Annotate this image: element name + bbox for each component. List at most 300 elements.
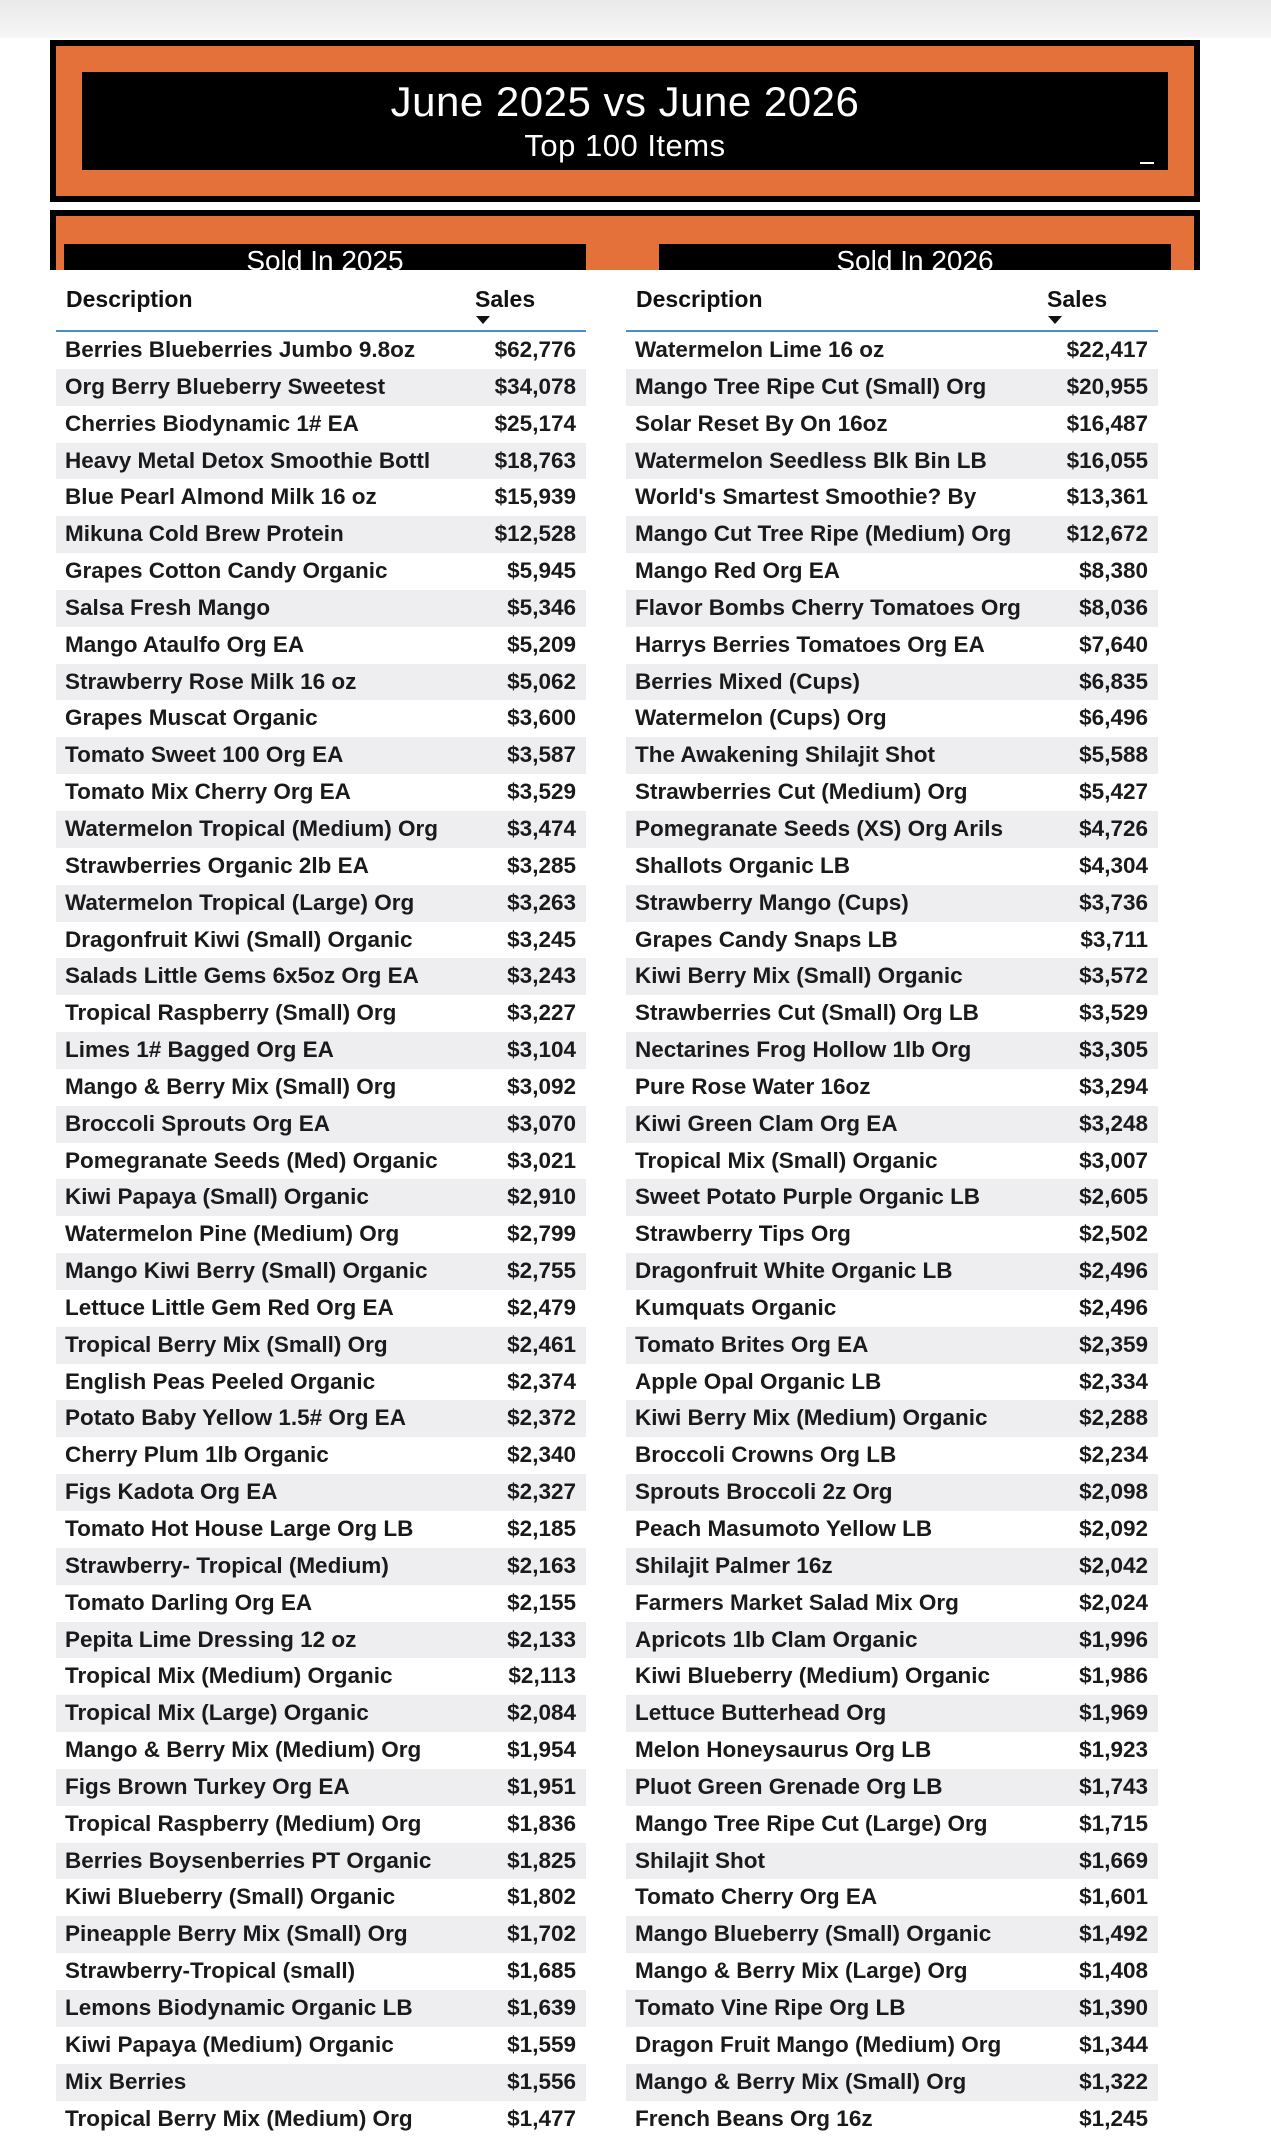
table-row[interactable]: [626, 1511, 1158, 1548]
cell-sales: $3,285: [507, 853, 576, 879]
table-row[interactable]: [626, 1953, 1158, 1990]
table-row[interactable]: [626, 1437, 1158, 1474]
table-row[interactable]: [56, 1806, 586, 1843]
cell-sales: $2,799: [507, 1221, 576, 1247]
table-row[interactable]: [56, 664, 586, 701]
cell-description: Kiwi Green Clam Org EA: [635, 1111, 898, 1137]
table-row[interactable]: [626, 958, 1158, 995]
table-row[interactable]: [56, 1400, 586, 1437]
table-2026: [626, 276, 1158, 2137]
cell-sales: $2,461: [507, 1332, 576, 1358]
cell-description: Mango & Berry Mix (Small) Org: [635, 2069, 966, 2095]
report-subtitle: Top 100 Items: [82, 128, 1168, 164]
cell-description: Dragonfruit White Organic LB: [635, 1258, 953, 1284]
cell-sales: $2,084: [507, 1700, 576, 1726]
table-row[interactable]: [56, 479, 586, 516]
cell-sales: $1,923: [1079, 1737, 1148, 1763]
cell-sales: $3,021: [507, 1148, 576, 1174]
cell-description: Lettuce Butterhead Org: [635, 1700, 886, 1726]
cell-sales: $1,477: [507, 2106, 576, 2132]
cell-description: Mango Cut Tree Ripe (Medium) Org: [635, 521, 1011, 547]
cell-description: Grapes Cotton Candy Organic: [65, 558, 388, 584]
cell-description: Figs Brown Turkey Org EA: [65, 1774, 350, 1800]
cell-description: Kiwi Berry Mix (Medium) Organic: [635, 1405, 988, 1431]
cell-description: Strawberry Tips Org: [635, 1221, 851, 1247]
cell-sales: $3,711: [1080, 927, 1148, 953]
table-row[interactable]: [626, 1585, 1158, 1622]
cell-sales: $20,955: [1067, 374, 1148, 400]
table-row[interactable]: [56, 1290, 586, 1327]
cell-sales: $2,155: [507, 1590, 576, 1616]
table-row[interactable]: [56, 2064, 586, 2101]
cell-description: Tomato Brites Org EA: [635, 1332, 868, 1358]
cell-sales: $3,572: [1079, 963, 1148, 989]
cell-sales: $1,639: [507, 1995, 576, 2021]
cell-sales: $13,361: [1067, 484, 1148, 510]
cell-sales: $1,951: [507, 1774, 576, 1800]
cell-sales: $3,092: [507, 1074, 576, 1100]
cell-description: Tropical Berry Mix (Medium) Org: [65, 2106, 413, 2132]
cell-description: Berries Blueberries Jumbo 9.8oz: [65, 337, 415, 363]
cell-description: Tropical Mix (Large) Organic: [65, 1700, 369, 1726]
table-2025: [56, 276, 586, 2137]
cell-description: Salsa Fresh Mango: [65, 595, 270, 621]
title-banner: [50, 40, 1200, 202]
cell-description: Strawberry Mango (Cups): [635, 890, 909, 916]
cell-description: Mango Kiwi Berry (Small) Organic: [65, 1258, 428, 1284]
table-row[interactable]: [626, 700, 1158, 737]
cell-description: Melon Honeysaurus Org LB: [635, 1737, 931, 1763]
cell-sales: $2,479: [507, 1295, 576, 1321]
cell-sales: $2,288: [1079, 1405, 1148, 1431]
table-row[interactable]: [56, 848, 586, 885]
cell-description: Grapes Muscat Organic: [65, 705, 318, 731]
cell-description: Lemons Biodynamic Organic LB: [65, 1995, 413, 2021]
cell-sales: $1,556: [507, 2069, 576, 2095]
table-row[interactable]: [626, 1032, 1158, 1069]
cell-description: Harrys Berries Tomatoes Org EA: [635, 632, 985, 658]
cell-sales: $8,380: [1079, 558, 1148, 584]
cell-description: Berries Mixed (Cups): [635, 669, 860, 695]
table-row[interactable]: [626, 516, 1158, 553]
table-row[interactable]: [56, 1106, 586, 1143]
table-row[interactable]: [626, 332, 1158, 369]
table-row[interactable]: [626, 1253, 1158, 1290]
cell-sales: $3,227: [507, 1000, 576, 1026]
cell-description: Salads Little Gems 6x5oz Org EA: [65, 963, 419, 989]
table-row[interactable]: [626, 1769, 1158, 1806]
cell-description: Kiwi Papaya (Medium) Organic: [65, 2032, 394, 2058]
table-row[interactable]: [56, 737, 586, 774]
cell-description: Pomegranate Seeds (Med) Organic: [65, 1148, 438, 1174]
cell-description: Mango Blueberry (Small) Organic: [635, 1921, 991, 1947]
table-row[interactable]: [626, 1290, 1158, 1327]
cell-description: Mango Red Org EA: [635, 558, 840, 584]
cell-description: Apricots 1lb Clam Organic: [635, 1627, 918, 1653]
cell-sales: $3,474: [507, 816, 576, 842]
cell-sales: $2,133: [507, 1627, 576, 1653]
table-row[interactable]: [626, 1990, 1158, 2027]
cell-sales: $2,163: [507, 1553, 576, 1579]
cell-sales: $3,007: [1079, 1148, 1148, 1174]
table-row[interactable]: [56, 774, 586, 811]
table-row[interactable]: [626, 1143, 1158, 1180]
table-row[interactable]: [626, 1364, 1158, 1401]
table-row[interactable]: [56, 2027, 586, 2064]
cell-description: Mikuna Cold Brew Protein: [65, 521, 344, 547]
cell-sales: $22,417: [1067, 337, 1148, 363]
cell-description: Tomato Cherry Org EA: [635, 1884, 877, 1910]
cell-description: Pineapple Berry Mix (Small) Org: [65, 1921, 408, 1947]
table-row[interactable]: [56, 885, 586, 922]
table-row[interactable]: [56, 1658, 586, 1695]
cell-description: Mango Ataulfo Org EA: [65, 632, 304, 658]
table-row[interactable]: [626, 1216, 1158, 1253]
table-row[interactable]: [626, 1916, 1158, 1953]
table-row[interactable]: [626, 1658, 1158, 1695]
cell-sales: $18,763: [495, 448, 576, 474]
table-row[interactable]: [626, 627, 1158, 664]
table-row[interactable]: [626, 1695, 1158, 1732]
table-row[interactable]: [56, 1216, 586, 1253]
cell-description: Heavy Metal Detox Smoothie Bottl: [65, 448, 430, 474]
table-row[interactable]: [56, 1769, 586, 1806]
cell-description: Tomato Mix Cherry Org EA: [65, 779, 351, 805]
table-row[interactable]: [626, 1548, 1158, 1585]
cell-description: Kiwi Papaya (Small) Organic: [65, 1184, 369, 1210]
cell-sales: $2,185: [507, 1516, 576, 1542]
cell-description: Dragonfruit Kiwi (Small) Organic: [65, 927, 413, 953]
table-row[interactable]: [626, 590, 1158, 627]
table-row[interactable]: [56, 811, 586, 848]
table-row[interactable]: [626, 848, 1158, 885]
title-box: [82, 72, 1168, 170]
cell-sales: $2,334: [1079, 1369, 1148, 1395]
table-row[interactable]: [56, 1990, 586, 2027]
cell-description: Tomato Darling Org EA: [65, 1590, 312, 1616]
cell-sales: $12,528: [495, 521, 576, 547]
cell-sales: $2,502: [1079, 1221, 1148, 1247]
cell-description: French Beans Org 16z: [635, 2106, 873, 2132]
table-row[interactable]: [56, 1364, 586, 1401]
table-row[interactable]: [626, 995, 1158, 1032]
cell-sales: $2,910: [507, 1184, 576, 1210]
cell-description: Kiwi Blueberry (Medium) Organic: [635, 1663, 990, 1689]
table-row[interactable]: [626, 1106, 1158, 1143]
table-row[interactable]: [56, 443, 586, 480]
cell-description: Tropical Raspberry (Medium) Org: [65, 1811, 421, 1837]
cell-description: Strawberry Rose Milk 16 oz: [65, 669, 356, 695]
table-row[interactable]: [626, 1400, 1158, 1437]
table-row[interactable]: [56, 1622, 586, 1659]
cell-sales: $1,702: [507, 1921, 576, 1947]
cell-sales: $2,113: [508, 1663, 576, 1689]
table-row[interactable]: [56, 700, 586, 737]
cell-sales: $2,374: [507, 1369, 576, 1395]
cell-description: Dragon Fruit Mango (Medium) Org: [635, 2032, 1001, 2058]
table-body: [626, 332, 1158, 2137]
cell-description: English Peas Peeled Organic: [65, 1369, 375, 1395]
cell-sales: $1,715: [1079, 1811, 1148, 1837]
cell-sales: $1,743: [1079, 1774, 1148, 1800]
table-row[interactable]: [626, 1327, 1158, 1364]
cell-sales: $2,234: [1079, 1442, 1148, 1468]
cell-description: Sprouts Broccoli 2z Org: [635, 1479, 893, 1505]
cell-sales: $3,263: [507, 890, 576, 916]
cell-sales: $1,685: [507, 1958, 576, 1984]
cell-description: Watermelon Tropical (Medium) Org: [65, 816, 438, 842]
cell-sales: $16,487: [1067, 411, 1148, 437]
cell-description: Mango & Berry Mix (Large) Org: [635, 1958, 968, 1984]
cell-sales: $2,496: [1079, 1258, 1148, 1284]
cell-description: Tropical Berry Mix (Small) Org: [65, 1332, 388, 1358]
table-row[interactable]: [56, 1437, 586, 1474]
table-row[interactable]: [56, 1585, 586, 1622]
cell-sales: $1,559: [507, 2032, 576, 2058]
table-row[interactable]: [626, 406, 1158, 443]
table-row[interactable]: [56, 2101, 586, 2137]
cell-description: Watermelon Pine (Medium) Org: [65, 1221, 399, 1247]
cell-description: Cherries Biodynamic 1# EA: [65, 411, 359, 437]
cell-description: Potato Baby Yellow 1.5# Org EA: [65, 1405, 406, 1431]
cell-description: Kiwi Berry Mix (Small) Organic: [635, 963, 963, 989]
section-header-band: [50, 210, 1200, 270]
table-row[interactable]: [56, 995, 586, 1032]
table-row[interactable]: [56, 1916, 586, 1953]
title-banner-border: [56, 46, 1194, 196]
table-row[interactable]: [56, 627, 586, 664]
cell-sales: $1,492: [1079, 1921, 1148, 1947]
sort-descending-icon[interactable]: [1048, 316, 1062, 324]
report-title: June 2025 vs June 2026: [82, 78, 1168, 126]
cell-sales: $34,078: [495, 374, 576, 400]
cell-sales: $5,209: [507, 632, 576, 658]
table-row[interactable]: [626, 774, 1158, 811]
cell-sales: $5,346: [507, 595, 576, 621]
table-header: [626, 276, 1158, 332]
cell-sales: $3,104: [507, 1037, 576, 1063]
cell-description: Kumquats Organic: [635, 1295, 836, 1321]
cell-description: Mango & Berry Mix (Medium) Org: [65, 1737, 421, 1763]
table-row[interactable]: [56, 1474, 586, 1511]
column-header-description[interactable]: Description: [66, 286, 193, 313]
cell-description: Solar Reset By On 16oz: [635, 411, 888, 437]
cell-sales: $3,600: [507, 705, 576, 731]
cell-description: Tomato Hot House Large Org LB: [65, 1516, 413, 1542]
cell-sales: $2,755: [507, 1258, 576, 1284]
cell-description: Pomegranate Seeds (XS) Org Arils: [635, 816, 1003, 842]
cell-sales: $16,055: [1067, 448, 1148, 474]
table-row[interactable]: [56, 1695, 586, 1732]
cell-sales: $1,802: [507, 1884, 576, 1910]
cell-description: Tomato Sweet 100 Org EA: [65, 742, 343, 768]
table-row[interactable]: [56, 1253, 586, 1290]
cell-sales: $1,996: [1079, 1627, 1148, 1653]
table-row[interactable]: [56, 1953, 586, 1990]
cell-description: Kiwi Blueberry (Small) Organic: [65, 1884, 395, 1910]
table-row[interactable]: [626, 2064, 1158, 2101]
cell-description: Lettuce Little Gem Red Org EA: [65, 1295, 394, 1321]
section-header-border: [56, 216, 1194, 270]
table-row[interactable]: [626, 1843, 1158, 1880]
cell-description: Strawberry-Tropical (small): [65, 1958, 355, 1984]
cell-sales: $1,825: [507, 1848, 576, 1874]
column-header-description[interactable]: Description: [636, 286, 763, 313]
cell-description: Mix Berries: [65, 2069, 186, 2095]
section-title-2026: Sold In 2026: [659, 244, 1171, 270]
table-row[interactable]: [56, 1843, 586, 1880]
cell-description: Blue Pearl Almond Milk 16 oz: [65, 484, 377, 510]
sort-descending-icon[interactable]: [476, 316, 490, 324]
table-row[interactable]: [56, 1143, 586, 1180]
cell-sales: $5,427: [1079, 779, 1148, 805]
cell-sales: $3,587: [507, 742, 576, 768]
cell-sales: $4,726: [1079, 816, 1148, 842]
cell-sales: $1,969: [1079, 1700, 1148, 1726]
cell-sales: $2,496: [1079, 1295, 1148, 1321]
cell-sales: $3,305: [1079, 1037, 1148, 1063]
cell-description: Peach Masumoto Yellow LB: [635, 1516, 932, 1542]
table-row[interactable]: [56, 1511, 586, 1548]
table-row[interactable]: [626, 885, 1158, 922]
table-row[interactable]: [626, 479, 1158, 516]
cell-sales: $2,340: [507, 1442, 576, 1468]
table-row[interactable]: [56, 922, 586, 959]
cell-description: Shilajit Palmer 16z: [635, 1553, 833, 1579]
cell-sales: $6,835: [1079, 669, 1148, 695]
cell-description: Tomato Vine Ripe Org LB: [635, 1995, 905, 2021]
cell-description: Tropical Raspberry (Small) Org: [65, 1000, 396, 1026]
cell-sales: $2,024: [1079, 1590, 1148, 1616]
cell-sales: $2,042: [1079, 1553, 1148, 1579]
cell-sales: $2,098: [1079, 1479, 1148, 1505]
title-corner-mark: [1140, 162, 1154, 164]
table-row[interactable]: [56, 1732, 586, 1769]
table-row[interactable]: [626, 811, 1158, 848]
cell-description: Tropical Mix (Small) Organic: [635, 1148, 938, 1174]
cell-description: Org Berry Blueberry Sweetest: [65, 374, 385, 400]
cell-sales: $2,327: [507, 1479, 576, 1505]
table-row[interactable]: [626, 737, 1158, 774]
cell-description: Shallots Organic LB: [635, 853, 850, 879]
cell-description: Tropical Mix (Medium) Organic: [65, 1663, 393, 1689]
cell-description: Limes 1# Bagged Org EA: [65, 1037, 334, 1063]
table-row[interactable]: [626, 1806, 1158, 1843]
table-row[interactable]: [56, 958, 586, 995]
cell-description: Strawberries Cut (Small) Org LB: [635, 1000, 979, 1026]
table-row[interactable]: [626, 443, 1158, 480]
table-row[interactable]: [626, 1879, 1158, 1916]
table-row[interactable]: [56, 1327, 586, 1364]
cell-sales: $1,954: [507, 1737, 576, 1763]
cell-description: The Awakening Shilajit Shot: [635, 742, 935, 768]
table-row[interactable]: [56, 1179, 586, 1216]
table-row[interactable]: [626, 664, 1158, 701]
table-row[interactable]: [626, 2101, 1158, 2137]
table-row[interactable]: [56, 1548, 586, 1585]
cell-sales: $1,322: [1079, 2069, 1148, 2095]
table-row[interactable]: [56, 1069, 586, 1106]
table-row[interactable]: [56, 553, 586, 590]
table-row[interactable]: [626, 2027, 1158, 2064]
table-row[interactable]: [626, 1474, 1158, 1511]
cell-description: Strawberries Organic 2lb EA: [65, 853, 369, 879]
column-header-sales[interactable]: Sales: [1047, 286, 1107, 313]
table-body: [56, 332, 586, 2137]
cell-description: Watermelon (Cups) Org: [635, 705, 887, 731]
table-row[interactable]: [626, 1069, 1158, 1106]
cell-description: Berries Boysenberries PT Organic: [65, 1848, 431, 1874]
cell-sales: $1,390: [1079, 1995, 1148, 2021]
cell-description: Mango Tree Ripe Cut (Large) Org: [635, 1811, 988, 1837]
top-strip: [0, 0, 1271, 38]
table-row[interactable]: [56, 1879, 586, 1916]
table-row[interactable]: [626, 1622, 1158, 1659]
table-row[interactable]: [56, 1032, 586, 1069]
cell-description: Cherry Plum 1lb Organic: [65, 1442, 329, 1468]
cell-description: Watermelon Lime 16 oz: [635, 337, 884, 363]
cell-description: Mango Tree Ripe Cut (Small) Org: [635, 374, 986, 400]
cell-sales: $1,408: [1079, 1958, 1148, 1984]
cell-sales: $5,945: [507, 558, 576, 584]
cell-sales: $1,669: [1079, 1848, 1148, 1874]
cell-description: Figs Kadota Org EA: [65, 1479, 278, 1505]
cell-description: Mango & Berry Mix (Small) Org: [65, 1074, 396, 1100]
table-row[interactable]: [626, 922, 1158, 959]
table-row[interactable]: [56, 332, 586, 369]
table-row[interactable]: [626, 1732, 1158, 1769]
cell-sales: $62,776: [495, 337, 576, 363]
cell-description: Watermelon Tropical (Large) Org: [65, 890, 414, 916]
table-row[interactable]: [56, 516, 586, 553]
cell-sales: $3,070: [507, 1111, 576, 1137]
table-row[interactable]: [56, 406, 586, 443]
cell-description: Pepita Lime Dressing 12 oz: [65, 1627, 356, 1653]
cell-sales: $3,736: [1079, 890, 1148, 916]
cell-description: Strawberry- Tropical (Medium): [65, 1553, 389, 1579]
cell-description: Grapes Candy Snaps LB: [635, 927, 898, 953]
table-row[interactable]: [56, 590, 586, 627]
cell-sales: $1,986: [1079, 1663, 1148, 1689]
cell-description: Nectarines Frog Hollow 1lb Org: [635, 1037, 971, 1063]
cell-sales: $15,939: [495, 484, 576, 510]
cell-description: Flavor Bombs Cherry Tomatoes Org: [635, 595, 1021, 621]
cell-description: Pluot Green Grenade Org LB: [635, 1774, 943, 1800]
cell-sales: $3,529: [507, 779, 576, 805]
cell-description: Broccoli Crowns Org LB: [635, 1442, 896, 1468]
cell-sales: $2,359: [1079, 1332, 1148, 1358]
table-row[interactable]: [626, 553, 1158, 590]
section-title-2025: Sold In 2025: [64, 244, 586, 270]
cell-sales: $7,640: [1079, 632, 1148, 658]
cell-sales: $1,836: [507, 1811, 576, 1837]
cell-sales: $3,248: [1079, 1111, 1148, 1137]
cell-sales: $2,605: [1079, 1184, 1148, 1210]
cell-sales: $1,601: [1079, 1884, 1148, 1910]
cell-sales: $3,243: [507, 963, 576, 989]
cell-description: Watermelon Seedless Blk Bin LB: [635, 448, 987, 474]
column-header-sales[interactable]: Sales: [475, 286, 535, 313]
table-row[interactable]: [626, 369, 1158, 406]
cell-description: Pure Rose Water 16oz: [635, 1074, 871, 1100]
cell-description: Broccoli Sprouts Org EA: [65, 1111, 330, 1137]
cell-sales: $25,174: [495, 411, 576, 437]
cell-sales: $1,344: [1079, 2032, 1148, 2058]
cell-description: Strawberries Cut (Medium) Org: [635, 779, 968, 805]
table-row[interactable]: [56, 369, 586, 406]
table-row[interactable]: [626, 1179, 1158, 1216]
cell-sales: $12,672: [1067, 521, 1148, 547]
